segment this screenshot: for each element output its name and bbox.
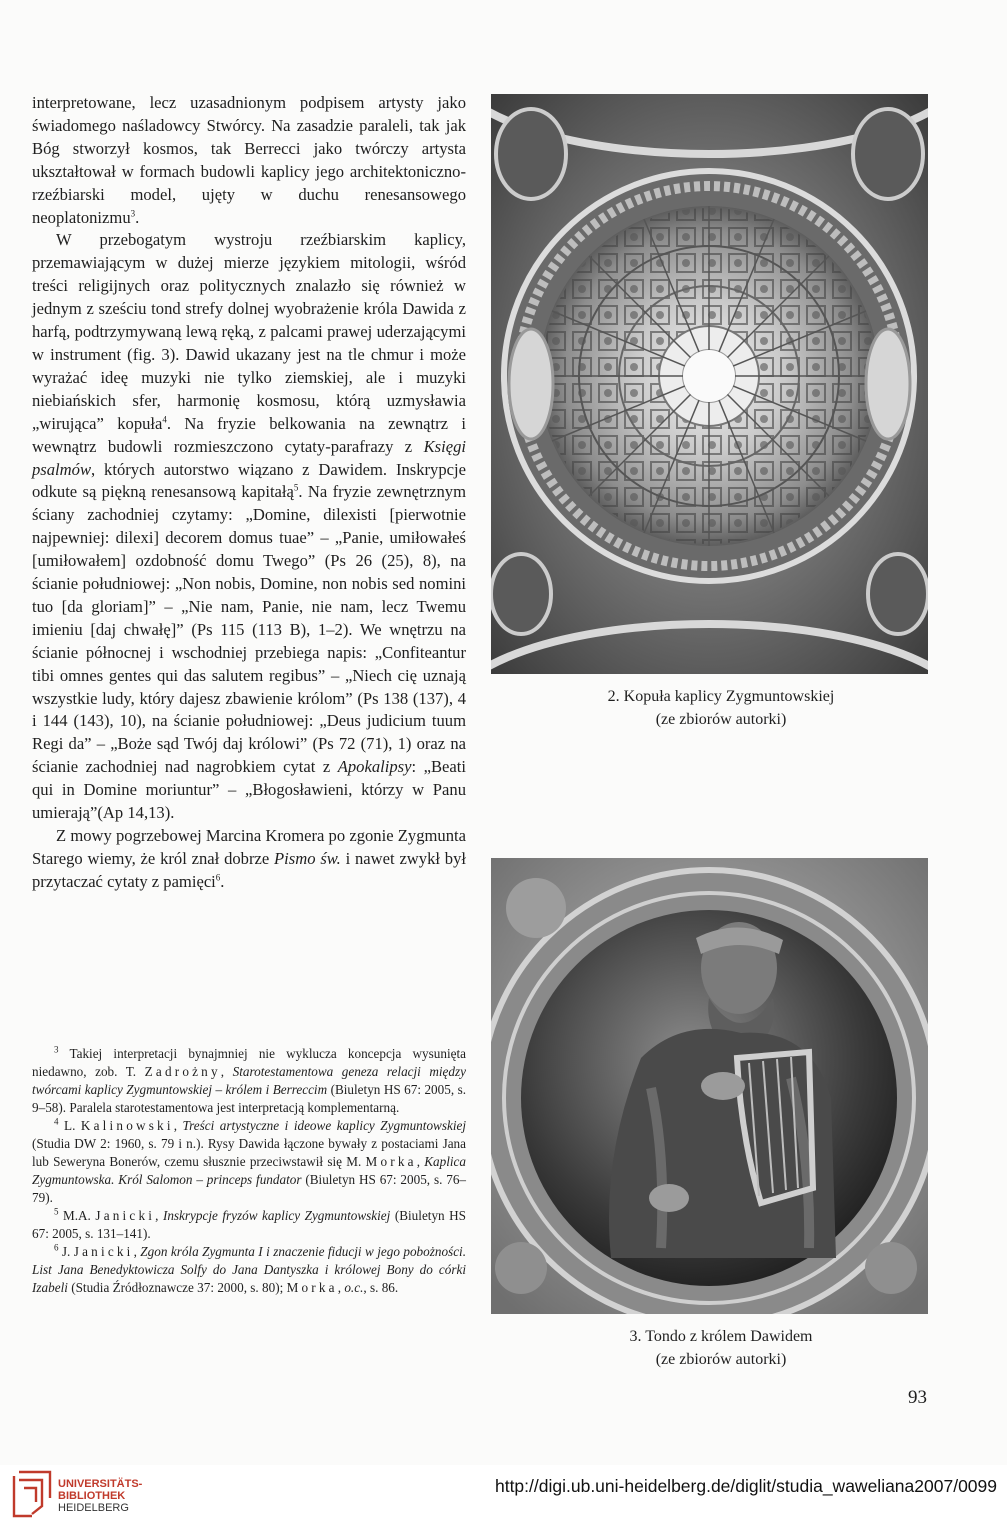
- page-number: 93: [908, 1387, 927, 1408]
- figure-3-caption: 3. Tondo z królem Dawidem (ze zbiorów autorki): [629, 1328, 813, 1368]
- footnote-ref-6[interactable]: 6: [215, 872, 221, 883]
- paragraph-2: W przebogatym wystroju rzeźbiarskim kaplicy, przemawiającym w dużej mierze językiem mitologii, wśród treści religijnych oraz politycznych znalazło się również w jednym z sześciu tond strefy dolnej wyobrażenie króla Dawida z harfą, podtrzymywaną lewą ręką, z palcami prawej uderzającymi w instrument (fig. 3). Dawid ukazany jest na tle chmur i może wyrażać ideę muzyki nie tylko ziemskiej, ale i muzyki niebiańskich sfer, harmonię kosmosu, którą uzmysławia „wirująca” kopuła$^4$. Na fryzie belkowania na zewnątrz i wewnątrz budowli rozmieszczono cytaty-parafrazy z Księgi psalmów, których autorstwo wiązano z Dawidem. Inskrypcje odkute są piękną renesansową kapitałą$^5$. Na fryzie zewnętrznym ściany zachodniej czytamy: „Domine, dilexisti [pierwotnie najpewniej: dilexi] decorem domus tuae” – „Panie, umiłowałeś [umiłowałem] ozdobność domu Twego” (Ps 26 (25), 8), na ścianie południowej: „Non nobis, Domine, non nobis sed nomini tuo [da gloriam]” – „Nie nam, Panie, nie nam, lecz Twemu imieniu [daj chwałę]” (Ps 115 (113 B), 1–2). We wnętrzu na ścianie północnej i wschodniej przebiega napis: „Confiteantur tibi omnes gentes qui das salutem regibus” – „Niech cię uznają wszystkie ludy, który dajesz zbawienie królom” (Ps 138 (137), 4 i 144 (143), 10), na ścianie południowej: „Deus judicium tuum Regi da” – „Boże sąd Twój daj królowi” (Ps 72 (71), 1) oraz na ścianie zachodniej nad nagrobkiem cytat z Apokalipsy: „Beati qui in Domine moriuntur” – „Błogosławieni, którzy w Panu umierają”(Ap 14,13).: [32, 230, 467, 823]
- footnote-3: $^3$ Takiej interpretacji bynajmniej nie wyklucza koncepcja wysunięta niedawno, zob. T. Zadrożny, Starotestamentowa geneza relacji między twórcami kaplicy Zygmuntowskiej – królem i Berreccim (Biuletyn HS 67: 2005, s. 9–58). Paralela starotestamentowa jest interpretacją komplementarną.: [32, 1044, 466, 1115]
- footnote-5: $^5$ M.A. Janicki, Inskrypcje fryzów kaplicy Zygmuntowskiej (Biuletyn HS 67: 2005, s. 131–141).: [32, 1206, 467, 1241]
- university-library-logo-icon: [10, 1470, 54, 1522]
- main-text-column: [32, 92, 466, 894]
- paragraph-3: Z mowy pogrzebowej Marcina Kromera po zgonie Zygmunta Starego wiemy, że król znał dobrze Pismo św. i nawet zwykł był przytaczać cytaty z pamięci$^6$.: [32, 826, 467, 891]
- paragraph-1: interpretowane, lecz uzasadnionym podpisem artysty jako świadomego naśladowcy Stwórcy. Na zasadzie paraleli, tak jak Bóg stworzył kosmos, tak Berrecci jako twórczy artysta ukształtował w formach budowli kaplicy jego architektoniczno-rzeźbiarski model, ujęty w duchu renesansowego neoplatonizmu$^3$.: [32, 93, 466, 227]
- footnote-ref-4[interactable]: 4: [162, 414, 167, 425]
- figure-3-tondo-photo: [491, 858, 928, 1314]
- figure-2-dome-photo: [491, 94, 928, 674]
- dome-illustration: [491, 94, 928, 674]
- library-name: UNIVERSITÄTS- BIBLIOTHEK HEIDELBERG: [58, 1478, 143, 1514]
- footnote-ref-5[interactable]: 5: [293, 482, 299, 493]
- footnote-ref-3[interactable]: 3: [130, 208, 136, 218]
- figure-2-caption: 2. Kopuła kaplicy Zygmuntowskiej (ze zbiorów autorki): [607, 688, 835, 728]
- tondo-illustration: [491, 858, 928, 1314]
- footnotes: [32, 1045, 466, 1297]
- footnote-6: $^6$ J. Janicki, Zgon króla Zygmunta I i znaczenie fiducji w jego pobożności. List Jana Benedyktowicza Solfy do Jana Dantyszka i królowej Bony do córki Izabeli (Studia Źródłoznawcze 37: 2000, s. 80); Morka, o.c., s. 86.: [32, 1242, 467, 1295]
- source-url-link[interactable]: http://digi.ub.uni-heidelberg.de/diglit/studia_waweliana2007/0099: [494, 1476, 997, 1496]
- footnote-4: $^4$ L. Kalinowski, Treści artystyczne i ideowe kaplicy Zygmuntowskiej (Studia DW 2: 1960, s. 79 i n.). Rysy Dawida łączone bywały z postaciami Jana lub Seweryna Bonerów, czemu słusznie przeciwstawił się M. Morka, Kaplica Zygmuntowska. Król Salomon – princeps fundator (Biuletyn HS 67: 2005, s. 76–79).: [32, 1116, 467, 1205]
